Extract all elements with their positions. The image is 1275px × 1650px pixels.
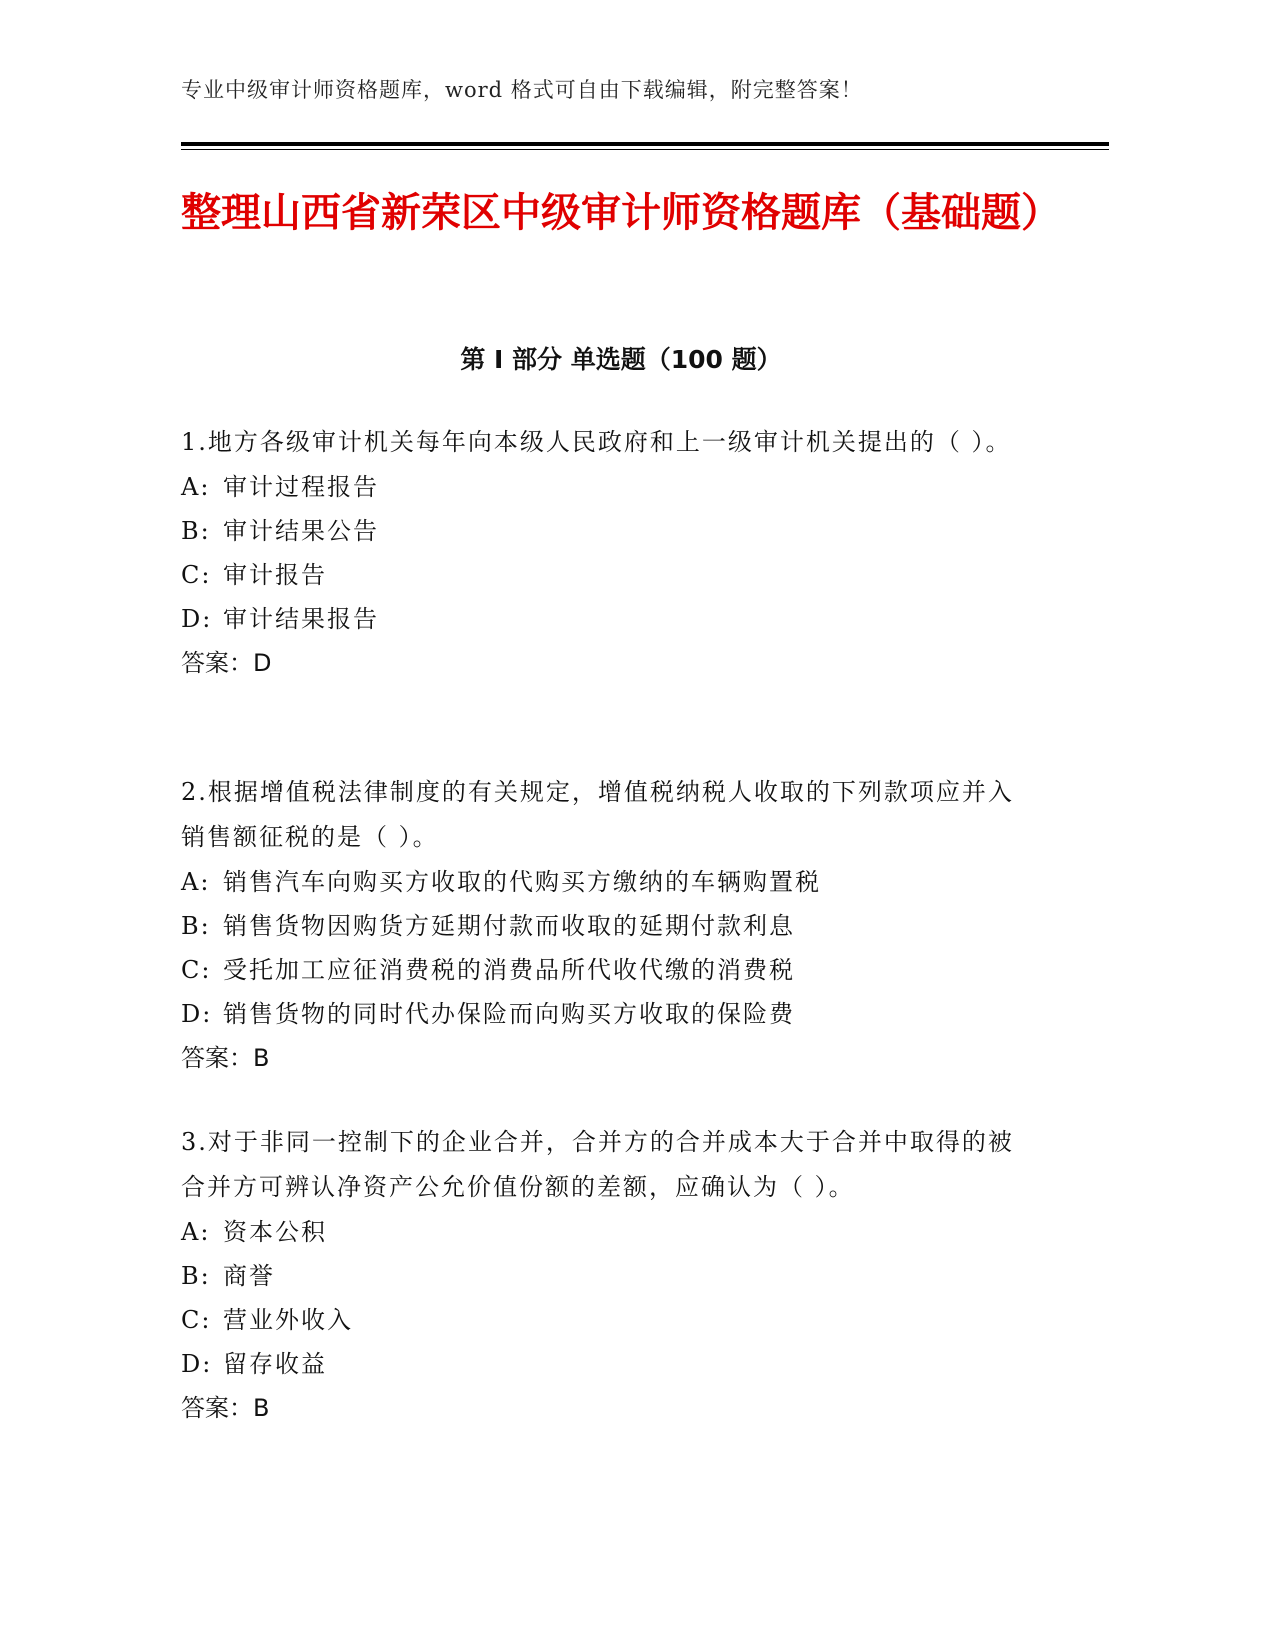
option-b bbox=[181, 1254, 1031, 1298]
option-key: B: bbox=[181, 912, 211, 940]
option-key: C: bbox=[181, 956, 212, 984]
header-note: 专业中级审计师资格题库，word 格式可自由下载编辑，附完整答案！ bbox=[181, 78, 863, 102]
section-title: 第 I 部分 单选题（100 题） bbox=[460, 345, 782, 374]
option-text: 销售货物因购货方延期付款而收取的延期付款利息 bbox=[223, 912, 795, 940]
option-key: B: bbox=[181, 1262, 211, 1290]
option-text: 审计报告 bbox=[223, 561, 327, 589]
option-text: 审计过程报告 bbox=[223, 473, 379, 501]
option-text: 审计结果公告 bbox=[223, 517, 379, 545]
option-d bbox=[181, 1342, 1031, 1386]
question-stem: 3.对于非同一控制下的企业合并，合并方的合并成本大于合并中取得的被合并方可辨认净资产公允价值份额的差额，应确认为（ ）。 bbox=[181, 1128, 1014, 1201]
option-key: C: bbox=[181, 561, 212, 589]
option-key: A: bbox=[181, 473, 211, 501]
option-b bbox=[181, 509, 1031, 553]
option-text: 商誉 bbox=[223, 1262, 275, 1290]
option-key: D: bbox=[181, 605, 213, 633]
option-key: A: bbox=[181, 868, 211, 896]
question-2 bbox=[181, 770, 1031, 1080]
option-key: B: bbox=[181, 517, 211, 545]
option-d bbox=[181, 597, 1031, 641]
option-text: 销售汽车向购买方收取的代购买方缴纳的车辆购置税 bbox=[223, 868, 821, 896]
option-text: 营业外收入 bbox=[223, 1306, 353, 1334]
answer: 答案：D bbox=[181, 649, 272, 677]
option-key: C: bbox=[181, 1306, 212, 1334]
question-3 bbox=[181, 1120, 1031, 1430]
question-stem: 1.地方各级审计机关每年向本级人民政府和上一级审计机关提出的（ ）。 bbox=[181, 428, 1012, 456]
header-rule-thick bbox=[181, 142, 1109, 146]
header-rule-thin bbox=[181, 149, 1109, 150]
answer: 答案：B bbox=[181, 1044, 270, 1072]
option-text: 销售货物的同时代办保险而向购买方收取的保险费 bbox=[223, 1000, 795, 1028]
option-c bbox=[181, 553, 1031, 597]
option-a bbox=[181, 860, 1031, 904]
option-key: D: bbox=[181, 1000, 213, 1028]
option-text: 资本公积 bbox=[223, 1218, 327, 1246]
option-a bbox=[181, 1210, 1031, 1254]
option-text: 受托加工应征消费税的消费品所代收代缴的消费税 bbox=[223, 956, 795, 984]
option-c bbox=[181, 948, 1031, 992]
answer: 答案：B bbox=[181, 1394, 270, 1422]
document-title: 整理山西省新荣区中级审计师资格题库（基础题） bbox=[181, 190, 1061, 236]
option-d bbox=[181, 992, 1031, 1036]
question-stem: 2.根据增值税法律制度的有关规定，增值税纳税人收取的下列款项应并入销售额征税的是（ ）。 bbox=[181, 778, 1014, 851]
option-text: 审计结果报告 bbox=[223, 605, 379, 633]
question-1 bbox=[181, 420, 1031, 685]
option-key: D: bbox=[181, 1350, 213, 1378]
option-c bbox=[181, 1298, 1031, 1342]
option-b bbox=[181, 904, 1031, 948]
option-text: 留存收益 bbox=[223, 1350, 327, 1378]
option-a bbox=[181, 465, 1031, 509]
option-key: A: bbox=[181, 1218, 211, 1246]
